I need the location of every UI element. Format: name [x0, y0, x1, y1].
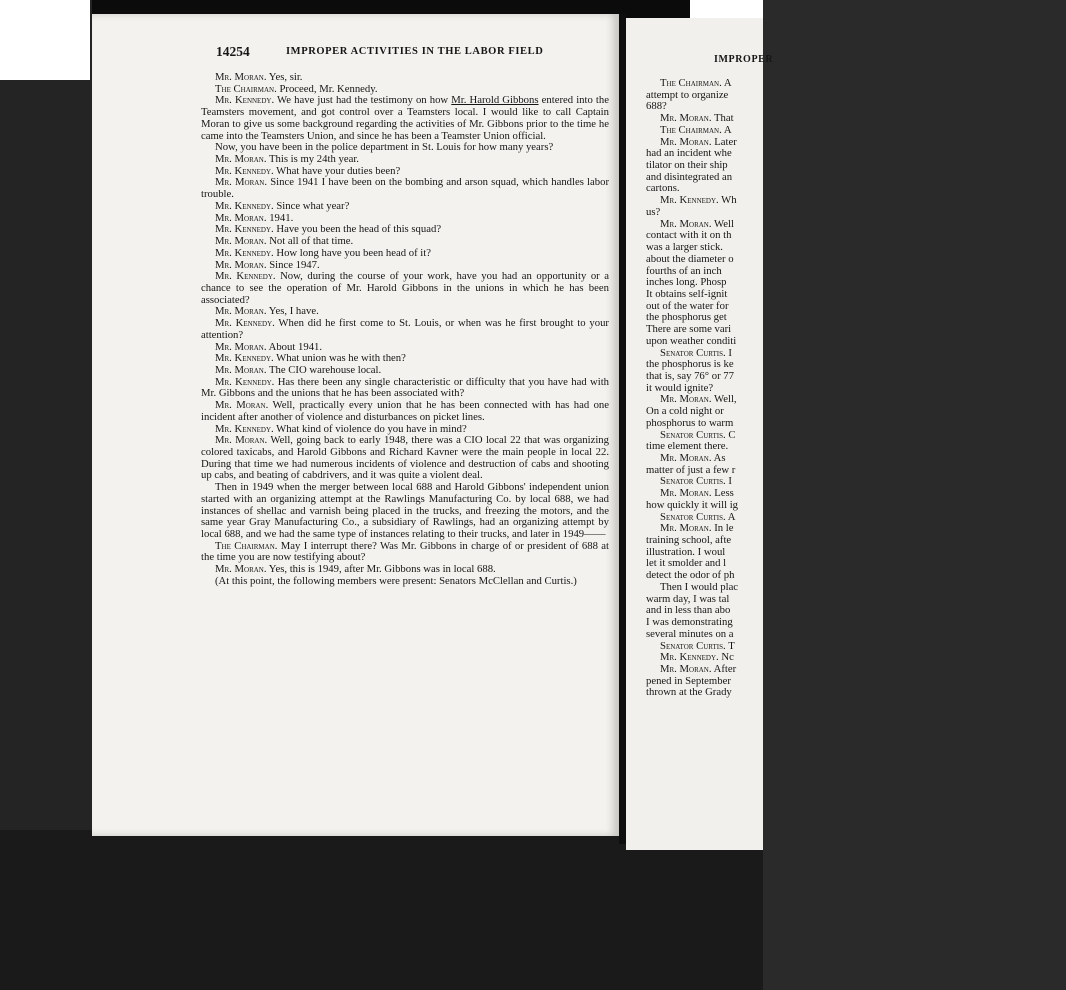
paragraph-text: What kind of violence do you have in mind?	[273, 422, 467, 435]
speaker-name: Mr. Moran.	[660, 217, 712, 230]
line-text: thrown at the Grady	[646, 686, 732, 699]
line-text: matter of just a few r	[646, 463, 736, 476]
line-text: the phosphorus is ke	[646, 358, 734, 371]
speaker-name: Mr. Moran.	[215, 258, 267, 271]
line-text: Well	[711, 217, 734, 230]
speaker-name: Mr. Moran.	[215, 211, 267, 224]
line-text: T	[725, 639, 735, 652]
line-text: A	[725, 510, 736, 523]
paragraph-text: Not all of that time.	[266, 235, 354, 248]
line-text: cartons.	[646, 182, 680, 195]
left-page-header	[216, 44, 616, 64]
speaker-name: Mr. Moran.	[215, 563, 267, 576]
line-text: detect the odor of ph	[646, 569, 735, 582]
paragraph-text: We have just had the testimony on how	[274, 94, 452, 107]
line-text: C	[725, 428, 736, 441]
paragraph	[201, 576, 609, 588]
line-text: upon weather conditi	[646, 334, 737, 347]
paragraph-text: When did he first come to St. Louis, or when was he first brought to your attention?	[201, 317, 609, 341]
paragraph-text: entered into the Teamsters movement, and got control over a Teamsters local. I would like to call Captain Moran to give us some background regarding the activities of Mr. Gibbons prior to the time he came into the Teamsters Union, and since he has been a Teamster Union official.	[201, 94, 609, 142]
speaker-name: Mr. Moran.	[215, 153, 267, 166]
line-text: tilator on their ship	[646, 159, 728, 172]
paragraph-text: 1941.	[266, 211, 294, 224]
speaker-name: Mr. Kennedy.	[215, 422, 274, 435]
paragraph-text: Now, during the course of your work, have you had an opportunity or a chance to see the operation of Mr. Harold Gibbons in the unions in which he has been associated?	[201, 270, 609, 306]
line-text: Nc	[718, 651, 734, 664]
speaker-name: Mr. Moran.	[215, 340, 267, 353]
line-text: several minutes on a	[646, 627, 734, 640]
line-text: out of the water for	[646, 299, 729, 312]
speaker-name: Mr. Moran.	[215, 399, 269, 412]
paragraph-text: Now, you have been in the police department in St. Louis for how many years?	[215, 141, 554, 154]
paragraph-text: Then in 1949 when the merger between local 688 and Harold Gibbons' independent union started with an organizing attempt at the Rawlings Manufacturing Co. by local 688, we had instances of shellac and varnish being placed in the trucks, and freezing the motors, and the same year Gray Manufacturing Co., a subsidiary of Rawlings, had an organizing attempt by local 688, and we had the same type of instances relating to their trucks, and later in 1949——	[201, 481, 609, 541]
paragraph-text: This is my 24th year.	[266, 153, 359, 166]
right-page-clip	[626, 18, 774, 850]
speaker-name: Senator Curtis.	[660, 639, 726, 652]
paragraph-text: Has there been any single characteristic or difficulty that you have had with Mr. Gibbons and the unions that he has been associated with?	[201, 375, 610, 400]
line-text: I	[725, 346, 732, 359]
right-running-title: IMPROPER	[714, 54, 774, 65]
line-text: Less	[711, 487, 734, 500]
speaker-name: The Chairman.	[660, 123, 722, 136]
speaker-name: Mr. Kennedy.	[215, 246, 274, 259]
speaker-name: Mr. Kennedy.	[215, 317, 275, 330]
line-text: I was demonstrating	[646, 616, 733, 629]
paragraph	[201, 541, 609, 564]
paragraph-text: What have your duties been?	[273, 164, 401, 177]
paragraph-text: Yes, I have.	[266, 305, 319, 318]
paragraph-text: Well, practically every union that he has been connected with has had one incident after another of violence and disturbances on picket lines.	[201, 399, 610, 423]
speaker-name: Mr. Moran.	[660, 522, 712, 535]
line-text: There are some vari	[646, 323, 732, 336]
speaker-name: Mr. Moran.	[660, 452, 712, 464]
paragraph	[201, 95, 609, 142]
line-text: illustration. I woul	[646, 545, 726, 558]
paragraph-text: Since what year?	[273, 199, 350, 212]
speaker-name: Mr. Kennedy.	[215, 199, 274, 212]
running-title: IMPROPER ACTIVITIES IN THE LABOR FIELD	[286, 46, 544, 57]
speaker-name: Mr. Kennedy.	[215, 164, 274, 177]
paragraph-text: May I interrupt there? Was Mr. Gibbons in charge of or president of 688 at the time you are now testifying about?	[201, 539, 609, 564]
line-text: warm day, I was tal	[646, 592, 730, 605]
paragraph-text: Since 1941 I have been on the bombing and arson squad, which handles labor trouble.	[201, 176, 610, 201]
speaker-name: Mr. Moran.	[215, 176, 268, 189]
line-text: As	[711, 452, 726, 464]
book-gutter	[619, 14, 626, 844]
right-page-line	[646, 195, 1066, 207]
line-text: 688?	[646, 100, 667, 113]
line-text: On a cold night or	[646, 405, 724, 418]
line-text: pened in September	[646, 674, 731, 687]
speaker-name: Mr. Moran.	[215, 71, 267, 83]
line-text: Wh	[718, 194, 737, 207]
line-text: That	[711, 112, 734, 125]
right-page-line	[646, 172, 1066, 184]
left-page-body	[201, 72, 609, 588]
paragraph	[201, 318, 609, 341]
speaker-name: Mr. Moran.	[215, 434, 268, 447]
underlined-name: Mr. Harold Gibbons	[451, 94, 539, 107]
speaker-name: Senator Curtis.	[660, 510, 726, 523]
speaker-name: Mr. Kennedy.	[215, 375, 275, 388]
speaker-name: Mr. Moran.	[660, 393, 712, 406]
line-text: it would ignite?	[646, 381, 714, 394]
paragraph-text: Proceed, Mr. Kennedy.	[276, 82, 378, 95]
speaker-name: The Chairman.	[215, 539, 278, 552]
paragraph-text: How long have you been head of it?	[273, 246, 431, 259]
speaker-name: Mr. Kennedy.	[215, 270, 276, 283]
paragraph	[201, 177, 609, 200]
line-text: attempt to organize	[646, 88, 729, 101]
line-text: the phosphorus get	[646, 311, 727, 324]
line-text: and in less than abo	[646, 604, 731, 617]
paragraph-text: The CIO warehouse local.	[266, 363, 382, 376]
line-text: It obtains self-ignit	[646, 287, 728, 300]
scan-corner-top-left	[0, 0, 90, 80]
paragraph	[201, 377, 609, 400]
speaker-name: Mr. Kennedy.	[660, 194, 719, 207]
line-text: how quickly it will ig	[646, 498, 739, 511]
paragraph	[201, 400, 609, 423]
paragraph	[201, 435, 609, 482]
speaker-name: Mr. Kennedy.	[215, 94, 275, 107]
speaker-name: Senator Curtis.	[660, 475, 726, 488]
right-page-line	[646, 90, 1066, 102]
line-text: had an incident whe	[646, 147, 732, 160]
line-text: and disintegrated an	[646, 170, 733, 183]
line-text: In le	[711, 522, 734, 535]
speaker-name: The Chairman.	[215, 82, 277, 95]
speaker-name: Mr. Moran.	[660, 487, 712, 500]
paragraph-text: About 1941.	[266, 340, 323, 353]
speaker-name: Mr. Moran.	[215, 305, 267, 318]
speaker-name: Mr. Kennedy.	[660, 651, 719, 664]
line-text: fourths of an inch	[646, 264, 722, 277]
line-text: about the diameter o	[646, 252, 734, 265]
paragraph-text: Have you been the head of this squad?	[273, 223, 442, 236]
paragraph-text: Since 1947.	[266, 258, 320, 271]
speaker-name: Mr. Kennedy.	[215, 223, 274, 236]
line-text: inches long. Phosp	[646, 276, 727, 289]
speaker-name: The Chairman.	[660, 77, 722, 89]
line-text: training school, afte	[646, 534, 732, 547]
line-text: A	[721, 123, 732, 136]
speaker-name: Mr. Moran.	[660, 135, 712, 148]
speaker-name: Mr. Moran.	[215, 363, 267, 376]
line-text: A	[721, 77, 732, 89]
line-text: Then I would plac	[660, 580, 739, 593]
line-text: us?	[646, 205, 661, 218]
paragraph-text: (At this point, the following members were present: Senators McClellan and Curtis.)	[215, 574, 577, 587]
line-text: time element there.	[646, 440, 729, 453]
speaker-name: Mr. Kennedy.	[215, 352, 274, 365]
paragraph-text: Yes, this is 1949, after Mr. Gibbons was in local 688.	[266, 563, 496, 576]
speaker-name: Senator Curtis.	[660, 428, 726, 441]
scan-background-bottom	[0, 830, 763, 990]
paragraph-text: Yes, sir.	[266, 71, 303, 83]
line-text: that is, say 76° or 77	[646, 369, 734, 382]
paragraph-text: What union was he with then?	[273, 352, 406, 365]
right-page-line	[646, 687, 1066, 699]
line-text: let it smolder and l	[646, 557, 727, 570]
line-text: I	[725, 475, 732, 488]
speaker-name: Mr. Moran.	[215, 235, 267, 248]
line-text: Well,	[711, 393, 737, 406]
speaker-name: Mr. Moran.	[660, 662, 712, 675]
line-text: was a larger stick.	[646, 241, 723, 254]
line-text: Later	[711, 135, 737, 148]
line-text: phosphorus to warm	[646, 416, 734, 429]
speaker-name: Mr. Moran.	[660, 112, 712, 125]
paragraph	[201, 482, 609, 541]
speaker-name: Senator Curtis.	[660, 346, 726, 359]
line-text: After	[711, 662, 737, 675]
right-page-body	[646, 78, 1066, 699]
line-text: contact with it on th	[646, 229, 732, 242]
page-number: 14254	[216, 44, 250, 59]
paragraph-text: Well, going back to early 1948, there was a CIO local 22 that was organizing colored taxicabs, and Harold Gibbons and Richard Kavner were the main people in local 22. During that time we had numerous incidents of violence and destruction of cabs and shooting up cabs, and beating of cabdrivers, and it was quite a violent deal.	[201, 434, 609, 482]
paragraph	[201, 271, 609, 306]
